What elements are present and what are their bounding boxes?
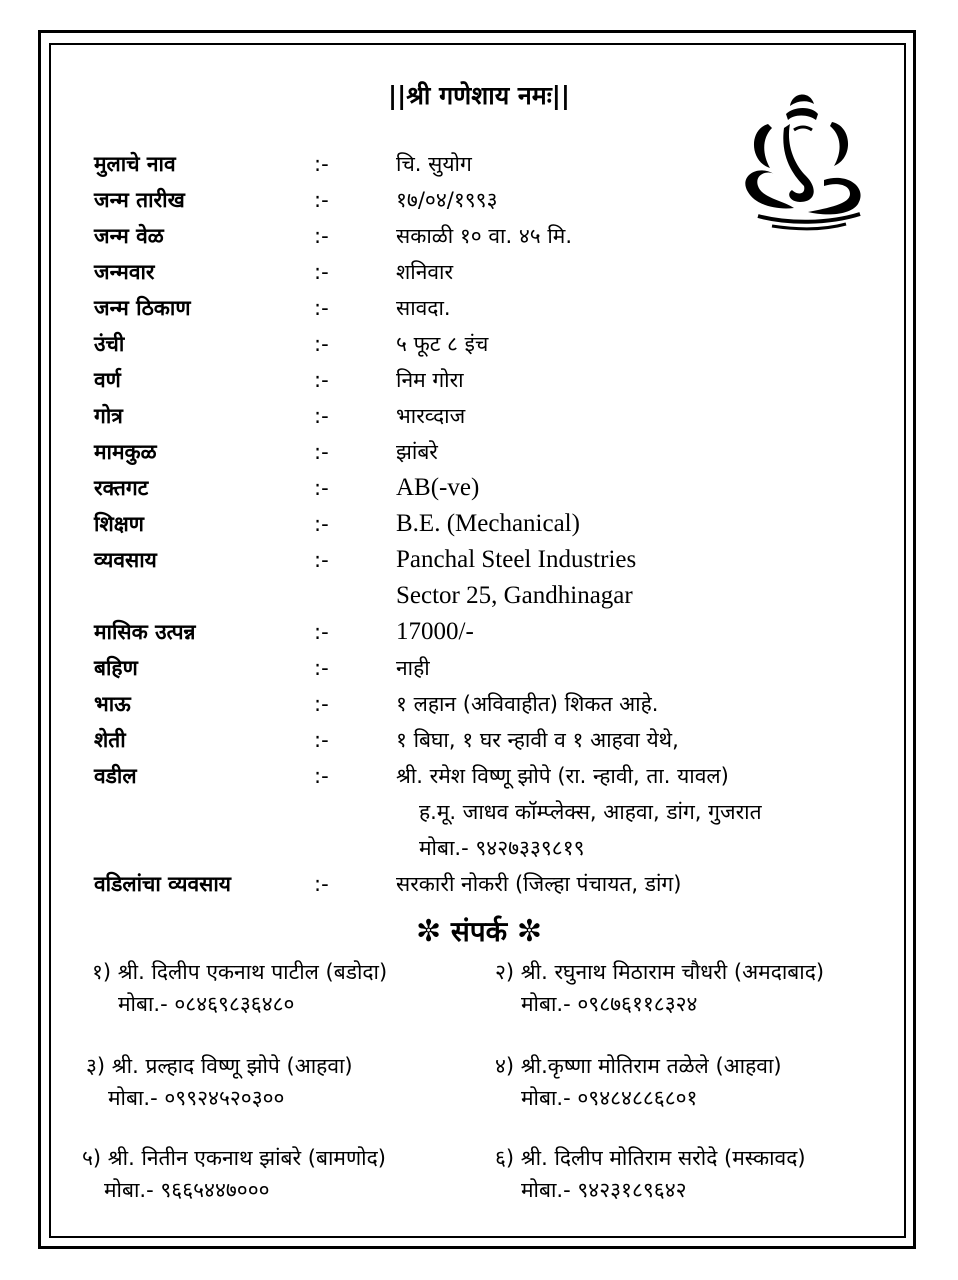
detail-row [94,506,884,542]
contact-name: १) श्री. दिलीप एकनाथ पाटील (बडोदा) [92,960,388,984]
detail-separator: :- [314,260,329,284]
contact-name: २) श्री. रघुनाथ मिठाराम चौधरी (अमदाबाद) [495,960,825,984]
detail-row [94,758,884,794]
asterisk-icon: ✼ [516,914,543,949]
contact-phone: मोबा.- ९६६५४४७००० [104,1178,270,1202]
contact-phone: मोबा.- ०९८७६११८३२४ [521,992,698,1016]
detail-separator: :- [314,296,329,320]
detail-row-continued [94,578,884,614]
contact-name: ३) श्री. प्रल्हाद विष्णू झोपे (आहवा) [86,1054,353,1078]
detail-value: सरकारी नोकरी (जिल्हा पंचायत, डांग) [396,872,682,896]
detail-separator: :- [314,656,329,680]
detail-row [94,686,884,722]
contact-entry [495,956,824,1020]
detail-label: वडील [94,764,137,788]
detail-value: ह.मू. जाधव कॉम्प्लेक्स, आहवा, डांग, गुजरात [419,800,762,824]
detail-value: १ बिघा, १ घर न्हावी व १ आहवा येथे, [396,728,679,752]
detail-value: सकाळी १० वा. ४५ मि. [396,224,573,248]
contact-entry [86,1050,353,1114]
detail-label: उंची [94,332,125,356]
detail-row [94,650,884,686]
detail-separator: :- [314,692,329,716]
detail-separator: :- [314,152,329,176]
detail-separator: :- [314,332,329,356]
detail-label: वडिलांचा व्यवसाय [94,872,231,896]
detail-separator: :- [314,548,329,572]
detail-value: चि. सुयोग [396,152,472,176]
detail-row [94,470,884,506]
contact-phone: मोबा.- ०९४८४८८६८०१ [521,1086,698,1110]
contact-entry [495,1050,782,1114]
detail-separator: :- [314,476,329,500]
detail-separator: :- [314,620,329,644]
contact-entry [82,1142,386,1206]
detail-label: जन्म ठिकाण [94,296,191,320]
detail-separator: :- [314,764,329,788]
detail-separator: :- [314,440,329,464]
detail-separator: :- [314,368,329,392]
detail-value: निम गोरा [396,368,464,392]
detail-row [94,398,884,434]
detail-row [94,614,884,650]
contact-phone: मोबा.- ९४२३१८९६४२ [521,1178,687,1202]
detail-row [94,722,884,758]
detail-value: १ लहान (अविवाहीत) शिकत आहे. [396,692,659,716]
detail-separator: :- [314,872,329,896]
contact-heading [0,912,958,950]
contact-name: ६) श्री. दिलीप मोतिराम सरोदे (मस्कावद) [495,1146,806,1170]
detail-row-continued [94,794,884,830]
detail-row [94,218,884,254]
detail-row-continued [94,830,884,866]
detail-row [94,434,884,470]
detail-value: नाही [396,656,430,680]
detail-label: रक्तगट [94,476,149,500]
detail-value: Panchal Steel Industries [396,546,637,573]
detail-row [94,362,884,398]
detail-label: गोत्र [94,404,123,428]
detail-row [94,254,884,290]
contact-phone: मोबा.- ०८४६९८३६४८० [118,992,295,1016]
detail-row [94,866,884,902]
detail-separator: :- [314,512,329,536]
detail-value: मोबा.- ९४२७३३९८१९ [419,836,585,860]
detail-value: सावदा. [396,296,451,320]
asterisk-icon: ✼ [415,914,442,949]
detail-label: शेती [94,728,126,752]
detail-label: शिक्षण [94,512,144,536]
contact-phone: मोबा.- ०९९२४५२०३०० [108,1086,285,1110]
detail-value: १७/०४/१९९३ [396,188,498,212]
detail-value: श्री. रमेश विष्णू झोपे (रा. न्हावी, ता. यावल) [396,764,729,788]
detail-value: भारव्दाज [396,404,466,428]
detail-value: झांबरे [396,440,438,464]
detail-value: Sector 25, Gandhinagar [396,582,633,609]
detail-value: 17000/- [396,618,474,645]
detail-row [94,182,884,218]
detail-separator: :- [314,728,329,752]
detail-label: मासिक उत्पन्न [94,620,196,644]
contact-entry [92,956,387,1020]
detail-value: शनिवार [396,260,454,284]
detail-row [94,290,884,326]
contact-name: ४) श्री.कृष्णा मोतिराम तळेले (आहवा) [495,1054,782,1078]
detail-separator: :- [314,224,329,248]
detail-value: B.E. (Mechanical) [396,510,580,537]
detail-row [94,326,884,362]
detail-row [94,542,884,578]
detail-value: AB(-ve) [396,474,480,501]
contact-entry [495,1142,806,1206]
detail-label: वर्ण [94,368,121,392]
detail-label: मामकुळ [94,440,157,464]
detail-value: ५ फूट ८ इंच [396,332,489,356]
detail-row [94,146,884,182]
detail-separator: :- [314,188,329,212]
detail-label: मुलाचे नाव [94,152,176,176]
detail-label: जन्म तारीख [94,188,185,212]
details-list [94,146,884,902]
detail-label: व्यवसाय [94,548,157,572]
detail-label: जन्म वेळ [94,224,164,248]
detail-label: भाऊ [94,692,131,716]
contact-name: ५) श्री. नितीन एकनाथ झांबरे (बामणोद) [82,1146,386,1170]
contact-heading-text: संपर्क [450,915,508,948]
invocation-heading: ||श्री गणेशाय नमः|| [387,81,571,110]
detail-separator: :- [314,404,329,428]
detail-label: जन्मवार [94,260,155,284]
detail-label: बहिण [94,656,138,680]
